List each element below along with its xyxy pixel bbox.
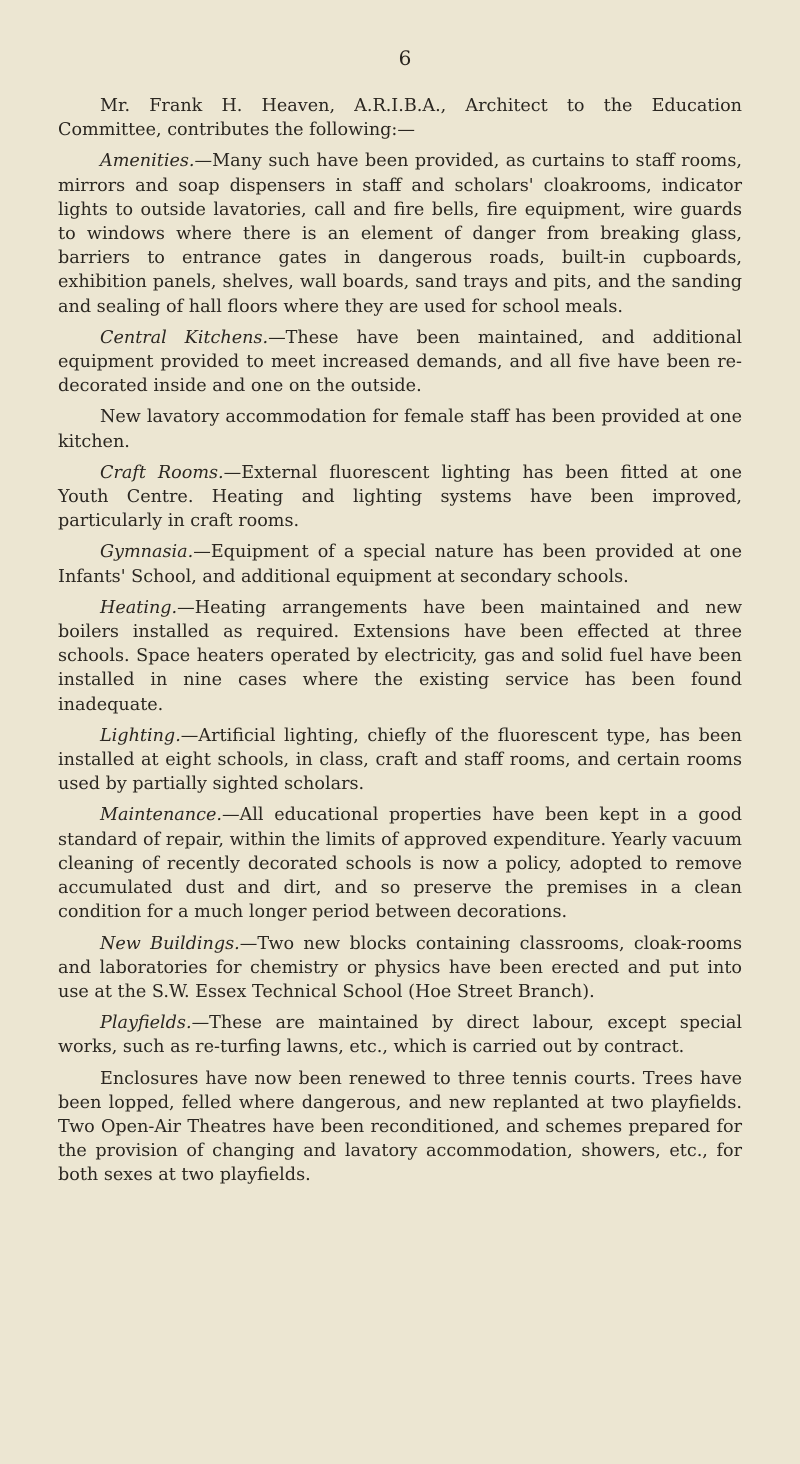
section-new-buildings	[58, 932, 742, 1005]
section-playfields	[58, 1011, 742, 1059]
section-heading: Craft Rooms.	[100, 462, 224, 483]
section-lavatory-note	[58, 405, 742, 453]
section-text: —Heating arrangements have been maintained and new boilers installed as required. Extensions have been effected at three schools. Space heaters operated by electricity, gas and solid fuel have been installed in nine cases where the existing service has been found inadequate.	[58, 597, 742, 715]
section-heading: Maintenance.	[100, 805, 222, 826]
section-heading: Central Kitchens.	[100, 327, 269, 348]
section-text: —Two new blocks containing classrooms, cloak-rooms and laboratories for chemistry or physics have been erected and put into use at the S.W. Essex Technical School (Hoe Street Branch).	[58, 933, 742, 1002]
page-number: 6	[398, 46, 412, 70]
section-text: —These are maintained by direct labour, except special works, such as re-turfing lawns, etc., which is carried out by contract.	[58, 1013, 742, 1058]
intro-paragraph: Mr. Frank H. Heaven, A.R.I.B.A., Architect to the Education Committee, contributes the following:—	[58, 96, 742, 141]
section-text: —External fluorescent lighting has been fitted at one Youth Centre. Heating and lighting systems have been improved, particularly in craft rooms.	[58, 462, 743, 532]
section-craft-rooms	[58, 461, 742, 534]
section-gymnasia	[58, 540, 742, 588]
section-text: Enclosures have now been renewed to three tennis courts. Trees have been lopped, felled where dangerous, and new replanted at two playfields. Two Open-Air Theatres have been reconditioned, and schemes prepared for the provision of changing and lavatory accommodation, showers, etc., for both sexes at two playfields.	[58, 1068, 742, 1186]
section-maintenance	[58, 803, 742, 924]
section-heading: Lighting.	[100, 725, 181, 746]
section-heading: Playfields.	[100, 1013, 192, 1034]
section-text: —Artificial lighting, chiefly of the fluorescent type, has been installed at eight schools, in class, craft and staff rooms, and certain rooms used by partially sighted scholars.	[58, 725, 742, 795]
section-amenities	[58, 149, 742, 318]
section-text: —Equipment of a special nature has been provided at one Infants' School, and additional equipment at secondary schools.	[58, 542, 742, 587]
section-heading: Gymnasia.	[100, 542, 194, 563]
section-heating	[58, 596, 742, 717]
section-enclosures	[58, 1067, 742, 1188]
section-text: —All educational properties have been kept in a good standard of repair, within the limits of approved expenditure. Yearly vacuum cleaning of recently decorated schools is now a policy, adopted to remove accumulated dust and dirt, and so preserve the premises in a clean condition for a much longer period between decorations.	[58, 805, 742, 923]
section-heading: Amenities.	[100, 151, 195, 172]
section-text: —Many such have been provided, as curtains to staff rooms, mirrors and soap dispensers in staff and scholars' cloakrooms, indicator lights to outside lavatories, call and fire bells, fire equipment, wire guards to windows where there is an element of danger from breaking glass, barriers to entrance gates in dangerous roads, built-in cupboards, exhibition panels, shelves, wall boards, sand trays and pits, and the sanding and sealing of hall floors where they are used for school meals.	[58, 151, 742, 317]
section-central-kitchens	[58, 326, 742, 399]
section-heading: Heating.	[100, 597, 178, 618]
section-text: New lavatory accommodation for female staff has been provided at one kitchen.	[58, 407, 742, 452]
section-heading: New Buildings.	[100, 933, 240, 954]
section-text: —These have been maintained, and additional equipment provided to meet increased demands, and all five have been re-decorated inside and one on the outside.	[58, 327, 742, 397]
section-lighting	[58, 724, 742, 797]
